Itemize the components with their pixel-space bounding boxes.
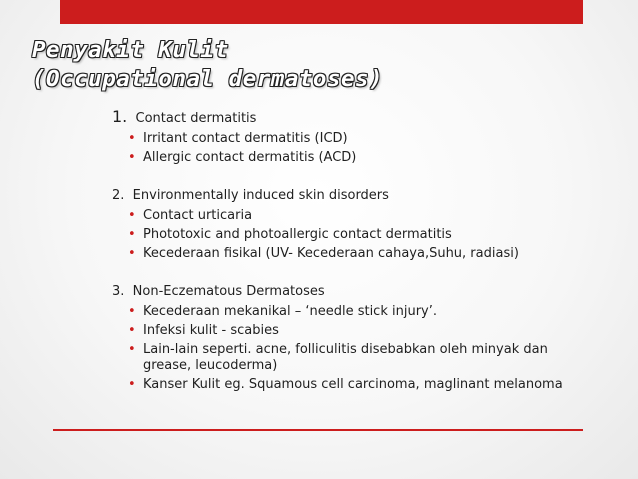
list-item	[128, 377, 592, 393]
bullet-list	[112, 208, 592, 262]
bullet-text: Lain-lain seperti. acne, folliculitis disebabkan oleh minyak dan grease, leucoderma)	[143, 342, 548, 373]
bullet-list	[112, 304, 592, 393]
bullet-dot-icon: •	[128, 323, 136, 338]
list-item	[128, 208, 592, 224]
section-non-eczematous	[112, 282, 592, 393]
section-environmental-disorders	[112, 186, 592, 262]
bullet-dot-icon: •	[128, 377, 136, 392]
bullet-text: Allergic contact dermatitis (ACD)	[143, 150, 357, 165]
section-title	[112, 282, 592, 301]
top-accent-bar	[60, 0, 583, 24]
section-number: 1.	[112, 107, 128, 126]
bullet-list	[112, 131, 592, 166]
bullet-text: Contact urticaria	[143, 208, 253, 223]
bullet-dot-icon: •	[128, 342, 136, 357]
bullet-text: Kecederaan fisikal (UV- Kecederaan cahaya,Suhu, radiasi)	[143, 246, 519, 261]
section-label: Contact dermatitis	[135, 111, 257, 126]
bullet-text: Phototoxic and photoallergic contact dermatitis	[143, 227, 452, 242]
bullet-text: Kecederaan mekanikal – ‘needle stick injury’.	[143, 304, 437, 319]
section-number: 2.	[112, 188, 125, 203]
bullet-text: Infeksi kulit - scabies	[143, 323, 279, 338]
bullet-dot-icon: •	[128, 131, 136, 146]
bottom-divider	[53, 429, 583, 431]
bullet-text: Kanser Kulit eg. Squamous cell carcinoma, maglinant melanoma	[143, 377, 563, 392]
list-item	[128, 246, 592, 262]
list-item	[128, 227, 592, 243]
title-line-1: Penyakit Kulit	[32, 37, 229, 63]
section-label: Environmentally induced skin disorders	[132, 188, 389, 203]
section-title	[112, 186, 592, 205]
bullet-dot-icon: •	[128, 304, 136, 319]
list-item	[128, 131, 592, 147]
bullet-dot-icon: •	[128, 227, 136, 242]
bullet-text: Irritant contact dermatitis (ICD)	[143, 131, 348, 146]
list-item	[128, 150, 592, 166]
list-item	[128, 304, 592, 320]
slide-title	[32, 36, 383, 94]
slide-content	[112, 107, 592, 393]
section-contact-dermatitis	[112, 107, 592, 166]
bullet-dot-icon: •	[128, 208, 136, 223]
section-number: 3.	[112, 284, 125, 299]
bullet-dot-icon: •	[128, 246, 136, 261]
section-title	[112, 107, 592, 128]
section-label: Non-Eczematous Dermatoses	[132, 284, 325, 299]
list-item	[128, 342, 592, 374]
bullet-dot-icon: •	[128, 150, 136, 165]
list-item	[128, 323, 592, 339]
title-line-2: (Occupational dermatoses)	[32, 66, 384, 92]
